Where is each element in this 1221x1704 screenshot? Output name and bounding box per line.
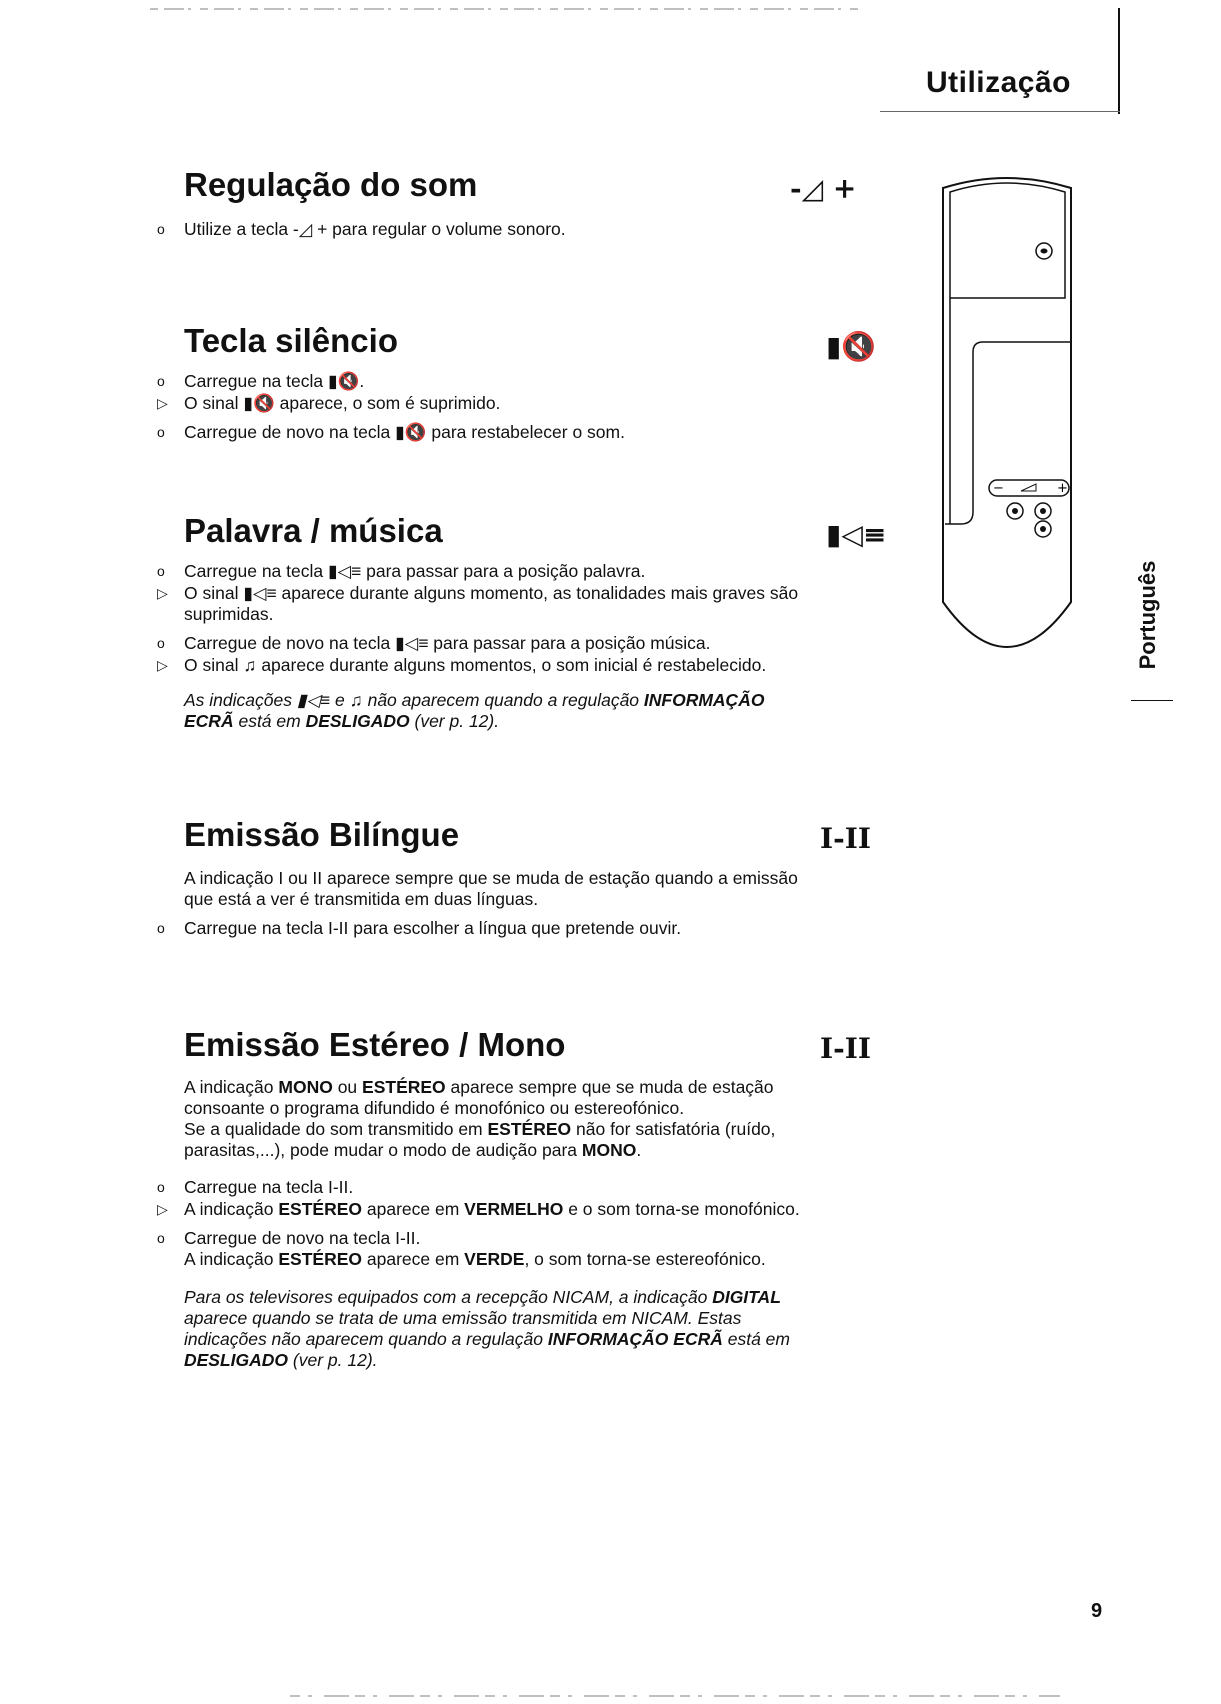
section-title-bilingual: Emissão Bilíngue (184, 816, 460, 853)
result-arrow-icon: ▷ (157, 585, 168, 601)
list-item: o Utilize a tecla -◿ + para regular o volume sonoro. (157, 219, 566, 239)
mute-icon: ▮🔇 (826, 330, 877, 363)
remote-control-illustration (935, 172, 1080, 668)
language-tab-rule (1131, 700, 1173, 701)
result-arrow-icon: ▷ (157, 1201, 168, 1217)
header-rule (880, 111, 1120, 112)
step-bullet-icon: o (157, 635, 165, 651)
step-bullet-icon: o (157, 373, 165, 389)
step-bullet-icon: o (157, 424, 165, 440)
language-tab-label: Português (1135, 560, 1160, 670)
section-title-speech: Palavra / música (184, 512, 443, 549)
note: Para os televisores equipados com a recepção NICAM, a indicação DIGITAL aparece quando se trata de uma emissão transmitida em NICAM. Estas indicações não aparecem quando a regulação INFORMAÇÃO ECRÃ está em DESLIGADO (ver p. 12). (184, 1287, 790, 1370)
svg-text:−: − (993, 481, 1004, 496)
list-item: o Carregue de novo na tecla I-II. A indicação ESTÉREO aparece em VERDE, o som torna-se estereofónico. (157, 1228, 766, 1269)
note: As indicações ▮◁≡ e ♫ não aparecem quando a regulação INFORMAÇÃO ECRÃ está em DESLIGADO (ver p. 12). (184, 690, 765, 731)
volume-icon: -◿ + (790, 172, 857, 205)
svg-text:+: + (1057, 481, 1068, 496)
result-arrow-icon: ▷ (157, 395, 168, 411)
section-title-mute: Tecla silêncio (184, 322, 398, 359)
step-bullet-icon: o (157, 1230, 165, 1246)
step-bullet-icon: o (157, 1179, 165, 1195)
section-title-stereo: Emissão Estéreo / Mono (184, 1026, 566, 1063)
list-item: o Carregue na tecla I-II. (157, 1177, 354, 1197)
result-arrow-icon: ▷ (157, 657, 168, 673)
list-item: o Carregue de novo na tecla ▮◁≡ para passar para a posição música. (157, 633, 711, 653)
step-bullet-icon: o (157, 221, 165, 237)
dual-sound-icon: I-II (820, 822, 871, 855)
paragraph: A indicação I ou II aparece sempre que se muda de estação quando a emissão que está a ver é transmitida em duas línguas. (184, 868, 798, 909)
step-bullet-icon: o (157, 563, 165, 579)
list-item: o Carregue na tecla ▮◁≡ para passar para a posição palavra. (157, 561, 646, 581)
paragraph: A indicação MONO ou ESTÉREO aparece sempre que se muda de estação consoante o programa difundido é monofónico ou estereofónico. Se a qualidade do som transmitido em ESTÉREO não for satisfatória (ruído, parasitas,...), pode mudar o modo de audição para MONO. (184, 1077, 776, 1160)
section-title-sound: Regulação do som (184, 166, 478, 203)
header-divider (1118, 8, 1120, 114)
dual-sound-icon: I-II (820, 1032, 871, 1065)
list-item: ▷ A indicação ESTÉREO aparece em VERMELHO e o som torna-se monofónico. (157, 1199, 800, 1219)
list-item: o Carregue na tecla ▮🔇. (157, 371, 365, 391)
list-item: o Carregue na tecla I-II para escolher a língua que pretende ouvir. (157, 918, 682, 938)
list-item: o Carregue de novo na tecla ▮🔇 para restabelecer o som. (157, 422, 625, 442)
page-title: Utilização (925, 66, 1071, 99)
step-bullet-icon: o (157, 920, 165, 936)
speech-icon: ▮◁≡ (826, 518, 887, 551)
list-item: ▷ O sinal ▮🔇 aparece, o som é suprimido. (157, 393, 501, 413)
language-tab (1128, 545, 1168, 685)
list-item: ▷ O sinal ▮◁≡ aparece durante alguns momento, as tonalidades mais graves são suprimidas. (157, 583, 799, 624)
list-item: ▷ O sinal ♫ aparece durante alguns momentos, o som inicial é restabelecido. (157, 655, 767, 675)
page-number: 9 (1091, 1600, 1103, 1622)
